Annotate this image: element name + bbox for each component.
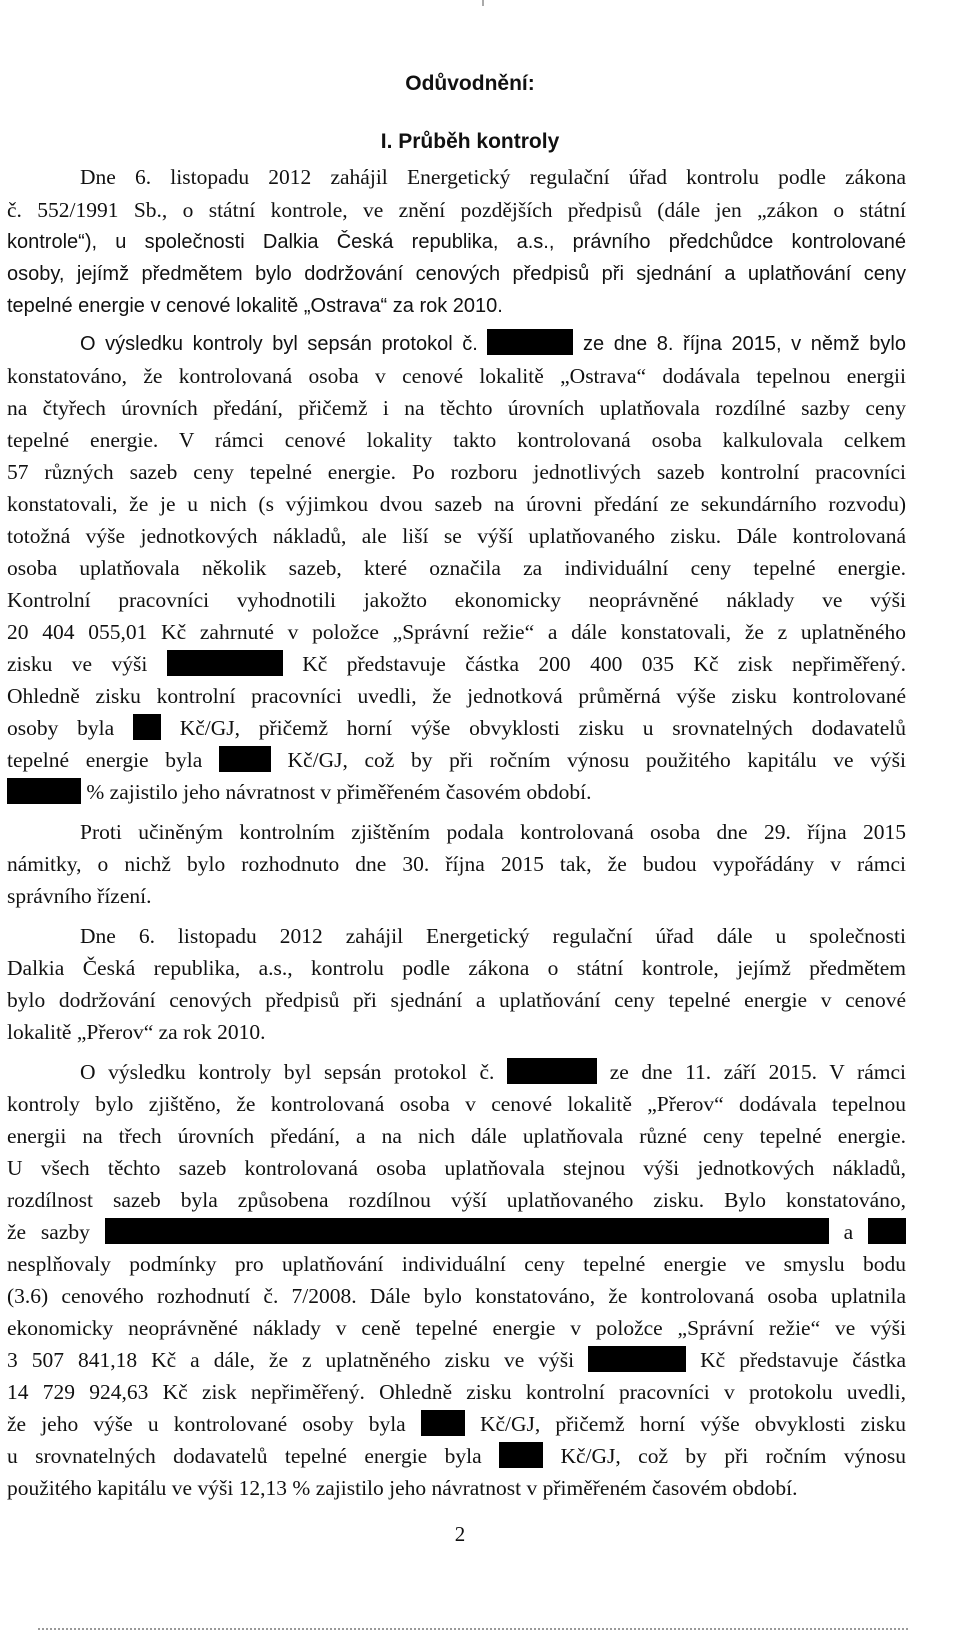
text-line: Dne 6. listopadu 2012 zahájil Energetický regulační úřad dále u společnosti (80, 924, 906, 948)
text-line: totožná výše jednotkových nákladů, ale liší se výší uplatňovaného zisku. Dále kontrolovaná (7, 524, 906, 548)
text-line: konstatováno, že kontrolovaná osoba v cenové lokalitě „Ostrava“ dodávala tepelnou energii (7, 364, 906, 388)
text-line: % zajistilo jeho návratnost v přiměřeném časovém období. (7, 777, 906, 807)
heading-prubeh-kontroly: I. Průběh kontroly (380, 130, 560, 153)
text-line: bylo dodržování cenových předpisů při sjednání a uplatňování ceny tepelné energie v cenové (7, 988, 906, 1012)
redaction-block (421, 1410, 465, 1436)
text-line: U všech těchto sazeb kontrolovaná osoba uplatňovala stejnou výši jednotkových nákladů, (7, 1156, 906, 1180)
text-line: (3.6) cenového rozhodnutí č. 7/2008. Dále bylo konstatováno, že kontrolovaná osoba uplatnila (7, 1284, 906, 1308)
scan-mark (482, 0, 484, 6)
text-line: použitého kapitálu ve výši 12,13 % zajistilo jeho návratnost v přiměřeném časovém období. (7, 1476, 798, 1500)
text-line: že sazby a (7, 1217, 906, 1247)
text-line: Dalkia Česká republika, a.s., kontrolu podle zákona o státní kontrole, jejímž předmětem (7, 956, 906, 980)
text-line: námitky, o nichž bylo rozhodnuto dne 30. října 2015 tak, že budou vypořádány v rámci (7, 852, 906, 876)
text-line: lokalitě „Přerov“ za rok 2010. (7, 1020, 266, 1044)
redaction-block (499, 1442, 543, 1468)
text-line: správního řízení. (7, 884, 152, 908)
text-line: osoba uplatňovala několik sazeb, které označila za individuální ceny tepelné energie. (7, 556, 906, 580)
text-line: Ohledně zisku kontrolní pracovníci uvedli, že jednotková průměrná výše zisku kontrolované (7, 684, 906, 708)
text-line: 20 404 055,01 Kč zahrnuté v položce „Správní režie“ a dále konstatovali, že z uplatněného (7, 620, 906, 644)
text-line: 57 různých sazeb ceny tepelné energie. Po rozboru jednotlivých sazeb kontrolní pracovníci (7, 460, 906, 484)
text-line: O výsledku kontroly byl sepsán protokol č. ze dne 8. října 2015, v němž bylo (80, 329, 906, 359)
text-line: ekonomicky neoprávněné náklady v ceně tepelné energie v položce „Správní režie“ ve výši (7, 1316, 906, 1340)
text-line: Dne 6. listopadu 2012 zahájil Energetický regulační úřad kontrolu podle zákona (80, 165, 906, 189)
text-line: kontrole“), u společnosti Dalkia Česká republika, a.s., právního předchůdce kontrolované (7, 231, 906, 253)
text-line: zisku ve výši Kč představuje částka 200 400 035 Kč zisk nepřiměřený. (7, 652, 907, 676)
text-line: tepelné energie v cenové lokalitě „Ostrava“ za rok 2010. (7, 295, 503, 317)
text-line: 3 507 841,18 Kč a dále, že z uplatněného zisku ve výši Kč představuje částka (7, 1348, 907, 1372)
redaction-block (7, 778, 81, 804)
redaction-block (167, 650, 283, 676)
text-line: O výsledku kontroly byl sepsán protokol č. ze dne 11. září 2015. V rámci (80, 1060, 906, 1084)
text-line: tepelné energie byla Kč/GJ, což by při ročním výnosu použitého kapitálu ve výši (7, 748, 907, 772)
text-line: Proti učiněným kontrolním zjištěním podala kontrolovaná osoba dne 29. října 2015 (80, 820, 906, 844)
text-line: tepelné energie. V rámci cenové lokality takto kontrolovaná osoba kalkulovala celkem (7, 428, 906, 452)
redaction-block (487, 329, 573, 355)
redaction-block (133, 714, 161, 740)
text-line: konstatovali, že je u nich (s výjimkou dvou sazeb na úrovni předání ze sekundárního rozvodu) (7, 492, 906, 516)
text-line: u srovnatelných dodavatelů tepelné energie byla Kč/GJ, což by při ročním výnosu (7, 1444, 907, 1468)
page-number: 2 (454, 1522, 466, 1546)
redaction-block (105, 1218, 829, 1244)
text-line: že jeho výše u kontrolované osoby byla Kč/GJ, přičemž horní výše obvyklosti zisku (7, 1412, 906, 1436)
text-line: rozdílnost sazeb byla způsobena rozdílnou výší uplatňovaného zisku. Bylo konstatováno, (7, 1188, 906, 1212)
text-line: nesplňovaly podmínky pro uplatňování individuální ceny tepelné energie ve smyslu bodu (7, 1252, 906, 1276)
redaction-block (868, 1218, 906, 1244)
redaction-block (588, 1346, 686, 1372)
text-line: osoby, jejímž předmětem bylo dodržování cenových předpisů při sjednání a uplatňování ceny (7, 263, 906, 285)
heading-oduvodneni: Odůvodnění: (405, 72, 535, 95)
footer-dotted-line (38, 1628, 908, 1630)
text-line: kontroly bylo zjištěno, že kontrolovaná osoba v cenové lokalitě „Přerov“ dodávala tepelnou (7, 1092, 906, 1116)
text-line: na čtyřech úrovních předání, přičemž i na těchto úrovních uplatňovala rozdílné sazby ceny (7, 396, 906, 420)
text-line: osoby byla Kč/GJ, přičemž horní výše obvyklosti zisku u srovnatelných dodavatelů (7, 716, 906, 740)
text-line: Kontrolní pracovníci vyhodnotili jakožto ekonomicky neoprávněné náklady ve výši (7, 588, 906, 612)
text-line: energii na třech úrovních předání, a na nich dále uplatňovala různé ceny tepelné energie. (7, 1124, 906, 1148)
text-line: č. 552/1991 Sb., o státní kontrole, ve znění pozdějších předpisů (dále jen „zákon o státní (7, 198, 906, 222)
text-line: 14 729 924,63 Kč zisk nepřiměřený. Ohledně zisku kontrolní pracovníci v protokolu uvedli, (7, 1380, 906, 1404)
redaction-block (507, 1058, 597, 1084)
redaction-block (219, 746, 271, 772)
